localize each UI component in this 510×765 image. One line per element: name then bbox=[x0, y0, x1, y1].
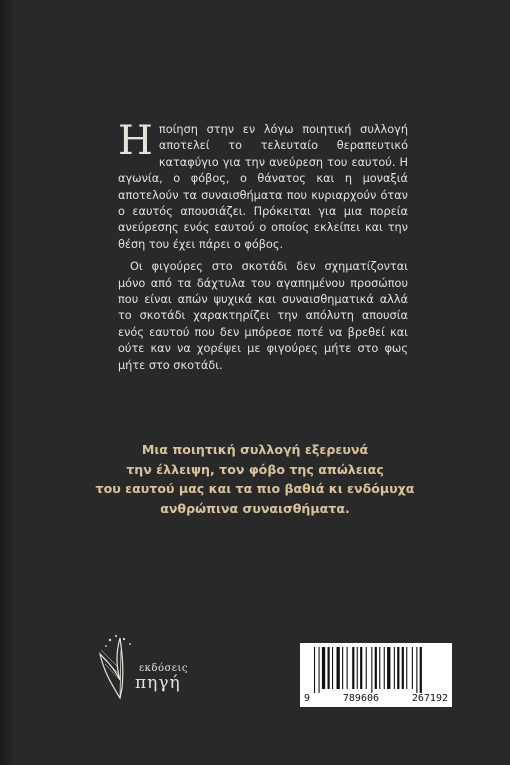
barcode-bar bbox=[371, 647, 372, 693]
barcode-bar bbox=[402, 647, 404, 689]
barcode-bar bbox=[412, 647, 413, 689]
drop-cap: Η bbox=[118, 118, 153, 164]
spine-shadow bbox=[0, 0, 14, 765]
barcode-bar bbox=[397, 647, 399, 689]
tagline-line-3: του εαυτού μας και τα πιο βαθιά κι ενδόμυχα bbox=[95, 481, 415, 497]
barcode-bar bbox=[319, 647, 320, 693]
barcode-digits-right: 267192 bbox=[411, 693, 448, 704]
tagline-line-2: την έλλειψη, τον φόβο της απώλειας bbox=[126, 461, 384, 477]
barcode-bar bbox=[342, 647, 343, 689]
barcode-bar bbox=[379, 647, 380, 689]
tagline-line-1: Μια ποιητική συλλογή εξερευνά bbox=[141, 442, 369, 457]
barcode-digit-first: 9 bbox=[304, 693, 311, 704]
blurb-paragraph-1 bbox=[118, 118, 408, 253]
barcode-bar bbox=[352, 647, 354, 689]
barcode-bar bbox=[322, 647, 325, 689]
barcode-bar bbox=[347, 647, 348, 689]
barcode-bar bbox=[420, 647, 422, 693]
blurb-paragraph-1-text: ποίηση στην εν λόγω ποιητική συλλογή αποτελεί το τελευταίο θεραπευτικό καταφύγιο για την ανεύρεση του εαυτού. Η αγωνία, ο φόβος, ο θάνατος και η μοναξιά αποτελούν τα συναισθήματα που κυριαρχούν όταν ο εαυτός απουσιάζει. Πρόκειται για μια πορεία ανεύρεσης ενός εαυτού ο οποίος εκλείπει και την θέση του έχει πάρει ο φόβος. bbox=[118, 123, 408, 251]
barcode-bar bbox=[394, 647, 395, 689]
tagline bbox=[90, 440, 420, 518]
barcode-bar bbox=[375, 647, 377, 689]
barcode-bar bbox=[366, 647, 367, 689]
barcode-icon bbox=[304, 647, 448, 693]
barcode-bar bbox=[357, 647, 358, 689]
barcode-bar bbox=[328, 647, 330, 689]
blurb-paragraph-2: Οι φιγούρες στο σκοτάδι δεν σχηματίζονται μόνο από τα δάχτυλα του αγαπημένου προσώπου που είναι απών ψυχικά και συναισθηματικά αλλά το σκοτάδι χαρακτηρίζει την απόλυτη απουσία ενός εαυτού που δεν μπόρεσε ποτέ να βρεθεί και ούτε καν να χορέψει με φιγούρες μήτε στο φως μήτε στο σκοτάδι. bbox=[118, 260, 408, 372]
isbn-barcode bbox=[300, 643, 452, 707]
blurb-text bbox=[118, 118, 408, 374]
tagline-line-4: ανθρώπινα συναισθήματα. bbox=[160, 500, 350, 516]
publisher-name-small: εκδόσεις bbox=[139, 663, 188, 674]
barcode-bar bbox=[332, 647, 333, 689]
barcode-bar bbox=[416, 647, 417, 693]
barcode-bar bbox=[406, 647, 407, 689]
barcode-digits-left: 789606 bbox=[342, 693, 380, 704]
barcode-digits bbox=[304, 693, 448, 704]
barcode-bar bbox=[384, 647, 385, 689]
publisher-name-large: πηγή bbox=[135, 673, 181, 693]
barcode-bar bbox=[337, 647, 340, 689]
barcode-bar bbox=[387, 647, 390, 689]
publisher-logo bbox=[90, 630, 200, 705]
barcode-bar bbox=[314, 647, 315, 693]
barcode-bar bbox=[360, 647, 362, 689]
